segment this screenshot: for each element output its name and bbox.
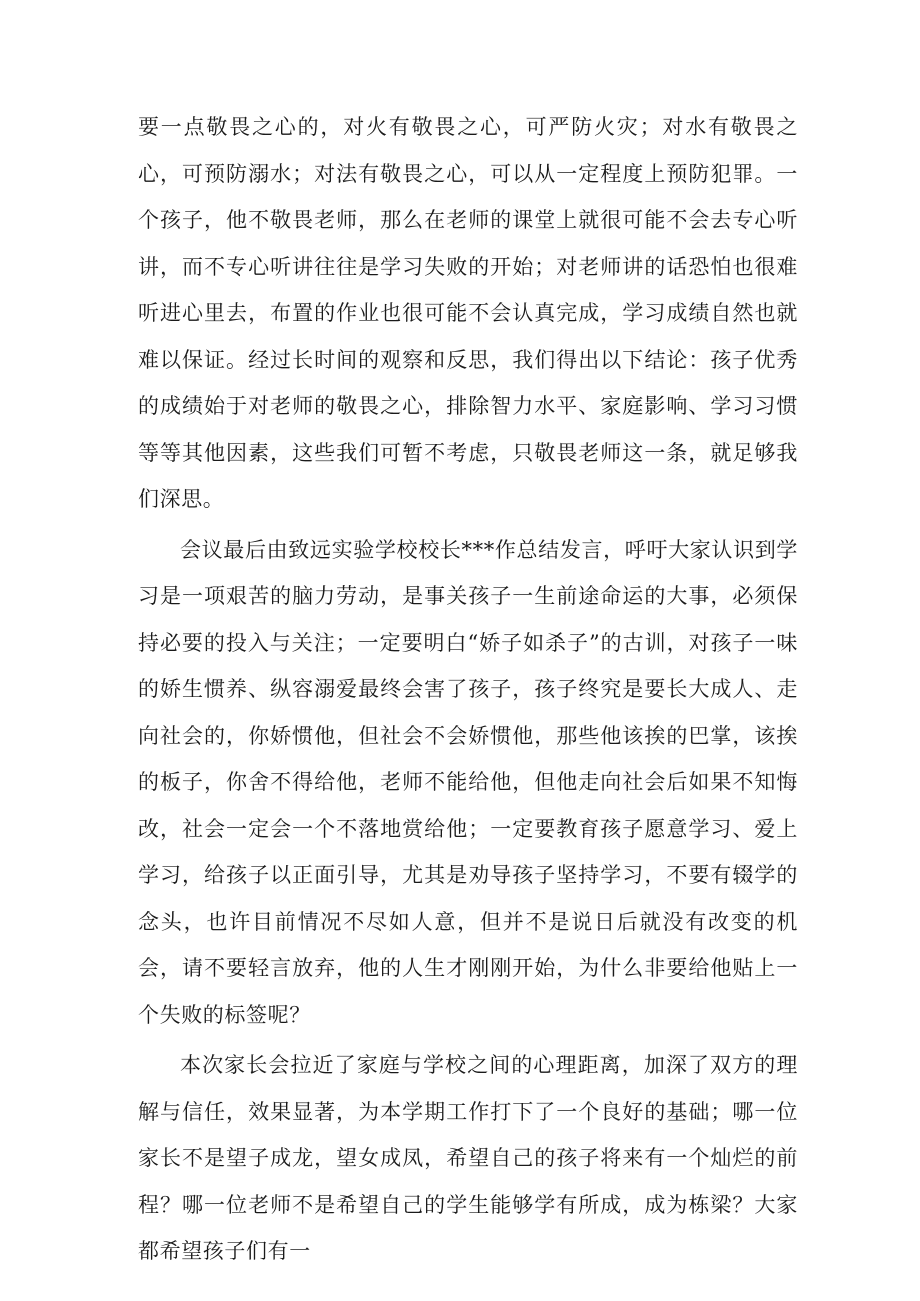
paragraph-continuation: 要一点敬畏之心的，对火有敬畏之心，可严防火灾；对水有敬畏之心，可预防溺水；对法有敬畏之心，可以从一定程度上预防犯罪。一个孩子，他不敬畏老师，那么在老师的课堂上就很可能不会去专心听讲，而不专心听讲往往是学习失败的开始；对老师讲的话恐怕也很难听进心里去，布置的作业也很可能不会认真完成，学习成绩自然也就难以保证。经过长时间的观察和反思，我们得出以下结论：孩子优秀的成绩始于对老师的敬畏之心，排除智力水平、家庭影响、学习习惯等等其他因素，这些我们可暂不考虑，只敬畏老师这一条，就足够我们深思。 [138, 115, 798, 511]
paragraph-meeting-outcome: 本次家长会拉近了家庭与学校之间的心理距离，加深了双方的理解与信任，效果显著，为本学期工作打下了一个良好的基础；哪一位家长不是望子成龙，望女成凤，希望自己的孩子将来有一个灿烂的前程？哪一位老师不是希望自己的学生能够学有所成，成为栋梁？大家都希望孩子们有一 [138, 1053, 798, 1263]
document-body [138, 104, 798, 1279]
paragraph-principal-summary: 会议最后由致远实验学校校长***作总结发言，呼吁大家认识到学习是一项艰苦的脑力劳动，是事关孩子一生前途命运的大事，必须保持必要的投入与关注；一定要明白“娇子如杀子”的古训，对孩子一味的娇生惯养、纵容溺爱最终会害了孩子，孩子终究是要长大成人、走向社会的，你娇惯他，但社会不会娇惯他，那些他该挨的巴掌，该挨的板子，你舍不得给他，老师不能给他，但他走向社会后如果不知悔改，社会一定会一个不落地赏给他；一定要教育孩子愿意学习、爱上学习，给孩子以正面引导，尤其是劝导孩子坚持学习，不要有辍学的念头，也许目前情况不尽如人意，但并不是说日后就没有改变的机会，请不要轻言放弃，他的人生才刚刚开始，为什么非要给他贴上一个失败的标签呢？ [138, 537, 798, 1027]
